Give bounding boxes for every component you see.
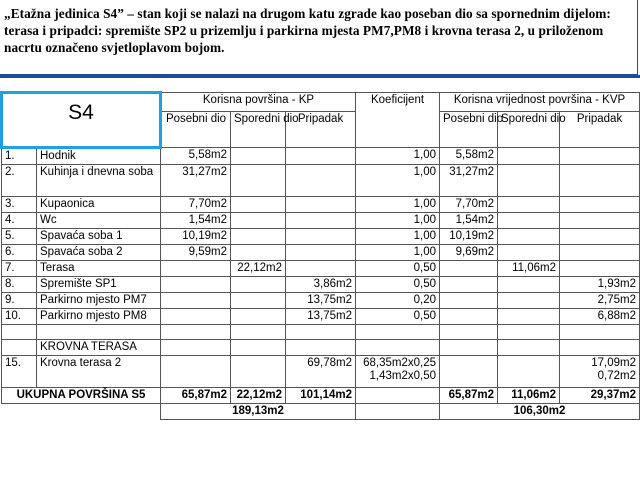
kvp-group-header: Korisna vrijednost površina - KVP (440, 93, 640, 112)
kvp-posebni: 5,58m2 (440, 148, 498, 165)
kp-pripadak-header: Pripadak (286, 112, 356, 148)
kvp-sporedni (498, 293, 560, 309)
row-name: Parkirno mjesto PM7 (37, 293, 161, 309)
koef: 1,00 (356, 229, 440, 245)
koef: 0,20 (356, 293, 440, 309)
kvp-pripadak: 2,75m2 (560, 293, 640, 309)
koef: 0,50 (356, 261, 440, 277)
koef: 1,00 (356, 165, 440, 197)
row-num: 6. (2, 245, 37, 261)
kp-sum: 189,13m2 (161, 404, 356, 420)
table-row (2, 148, 640, 165)
row-name: Kupaonica (37, 197, 161, 213)
krovna-section-row (2, 340, 640, 356)
koef: 1,00 (356, 197, 440, 213)
table-row (2, 245, 640, 261)
koef: 0,50 (356, 277, 440, 293)
kvp-posebni (440, 277, 498, 293)
table-row (2, 309, 640, 325)
kp-pripadak (286, 148, 356, 165)
kvp-pripadak (560, 197, 640, 213)
kvp-part-2: 0,72m2 (597, 370, 637, 382)
kp-sporedni (231, 197, 286, 213)
row-name: Spremište SP1 (37, 277, 161, 293)
row-name: Wc (37, 213, 161, 229)
area-table (0, 91, 640, 420)
kp-sporedni (231, 229, 286, 245)
row-num: 7. (2, 261, 37, 277)
kvp-pripadak (560, 261, 640, 277)
total-row (2, 388, 640, 404)
kvp-posebni: 1,54m2 (440, 213, 498, 229)
kvp-sum: 106,30m2 (440, 404, 640, 420)
table-row (2, 213, 640, 229)
kvp-pripadak (560, 148, 640, 165)
header-text: „Etažna jedinica S4” – stan koji se nalazi na drugom katu zgrade kao poseban dio sa spornednim dijelom: terasa i pripadci: spremište SP2 u prizemlju i parkirna mjesta PM7,PM8 i krovna terasa 2, u priloženom nacrtu označeno svjetloplavom bojom. (4, 6, 611, 55)
kvp-pripadak (560, 165, 640, 197)
kp-sporedni (231, 165, 286, 197)
koef: 1,00 (356, 148, 440, 165)
kvp-sporedni (498, 213, 560, 229)
kp-posebni (161, 309, 231, 325)
kvp-posebni (440, 309, 498, 325)
kp-posebni: 31,27m2 (161, 165, 231, 197)
table-row (2, 229, 640, 245)
kvp-pripadak: 6,88m2 (560, 309, 640, 325)
kp-posebni: 10,19m2 (161, 229, 231, 245)
table-row (2, 165, 640, 197)
koef-header: Koeficijent (356, 93, 440, 148)
kvp-pripadak-split (560, 356, 640, 388)
kvp-posebni-header: Posebni dio (440, 112, 498, 148)
row-name: Hodnik (37, 148, 161, 165)
kp-pripadak (286, 213, 356, 229)
kp-pripadak (286, 261, 356, 277)
kvp-pripadak (560, 229, 640, 245)
row-name: Kuhinja i dnevna soba (37, 165, 161, 197)
kp-posebni: 7,70m2 (161, 197, 231, 213)
unit-label-cell (2, 93, 161, 148)
kvp-posebni: 7,70m2 (440, 197, 498, 213)
total-kp-posebni: 65,87m2 (161, 388, 231, 404)
kvp-sporedni (498, 229, 560, 245)
kp-sporedni (231, 245, 286, 261)
kp-pripadak: 13,75m2 (286, 309, 356, 325)
row-name: Parkirno mjesto PM8 (37, 309, 161, 325)
kp-posebni (161, 277, 231, 293)
unit-label: S4 (68, 101, 94, 124)
kp-pripadak (286, 197, 356, 213)
kvp-pripadak (560, 213, 640, 229)
krovna-row (2, 356, 640, 388)
table-row (2, 277, 640, 293)
kvp-posebni: 31,27m2 (440, 165, 498, 197)
row-num: 3. (2, 197, 37, 213)
row-num: 4. (2, 213, 37, 229)
row-name: Krovna terasa 2 (37, 356, 161, 388)
kp-posebni-header: Posebni dio (161, 112, 231, 148)
koef-split (356, 356, 440, 388)
kvp-sporedni (498, 309, 560, 325)
kp-sporedni: 22,12m2 (231, 261, 286, 277)
kp-sporedni (231, 309, 286, 325)
total-kvp-posebni: 65,87m2 (440, 388, 498, 404)
kvp-posebni: 9,69m2 (440, 245, 498, 261)
kp-pripadak: 13,75m2 (286, 293, 356, 309)
kp-pripadak: 3,86m2 (286, 277, 356, 293)
header-divider (0, 75, 640, 78)
koef-part-1: 68,35m2x0,25 (363, 357, 437, 369)
kvp-pripadak (560, 245, 640, 261)
kp-posebni (161, 261, 231, 277)
kvp-sporedni-header: Sporedni dio (498, 112, 560, 148)
table-header-row (2, 93, 640, 112)
kvp-sporedni (498, 197, 560, 213)
row-num: 10. (2, 309, 37, 325)
empty-row (2, 325, 640, 340)
koef-part-2: 1,43m2x0,50 (369, 370, 437, 382)
kp-sporedni-header: Sporedni dio (231, 112, 286, 148)
kp-pripadak (286, 165, 356, 197)
kvp-sporedni (498, 148, 560, 165)
kp-posebni (161, 293, 231, 309)
row-num: 5. (2, 229, 37, 245)
kp-posebni: 1,54m2 (161, 213, 231, 229)
total-kvp-pripadak: 29,37m2 (560, 388, 640, 404)
row-name: Terasa (37, 261, 161, 277)
row-num: 8. (2, 277, 37, 293)
kvp-posebni: 10,19m2 (440, 229, 498, 245)
row-num: 1. (2, 148, 37, 165)
total-kp-sporedni: 22,12m2 (231, 388, 286, 404)
kvp-sporedni (498, 165, 560, 197)
kp-sporedni (231, 213, 286, 229)
row-num: 15. (2, 356, 37, 388)
table-row (2, 261, 640, 277)
total-kvp-sporedni: 11,06m2 (498, 388, 560, 404)
kp-sporedni (231, 277, 286, 293)
kp-pripadak (286, 245, 356, 261)
kp-pripadak (286, 229, 356, 245)
koef: 1,00 (356, 245, 440, 261)
kvp-posebni (440, 293, 498, 309)
row-num: 2. (2, 165, 37, 197)
table-row (2, 197, 640, 213)
kp-sporedni (231, 293, 286, 309)
kvp-part-1: 17,09m2 (591, 357, 637, 369)
row-num: 9. (2, 293, 37, 309)
total-kp-pripadak: 101,14m2 (286, 388, 356, 404)
kp-posebni: 5,58m2 (161, 148, 231, 165)
kvp-sporedni (498, 277, 560, 293)
koef: 0,50 (356, 309, 440, 325)
kp-group-header: Korisna površina - KP (161, 93, 356, 112)
koef: 1,00 (356, 213, 440, 229)
row-name: Spavaća soba 1 (37, 229, 161, 245)
sum-row (2, 404, 640, 420)
kp-posebni: 9,59m2 (161, 245, 231, 261)
table-row (2, 293, 640, 309)
krovna-section-label: KROVNA TERASA (37, 340, 161, 356)
header-box (0, 0, 638, 75)
total-label: UKUPNA POVRŠINA S5 (2, 388, 161, 404)
kvp-sporedni: 11,06m2 (498, 261, 560, 277)
kp-sporedni (231, 148, 286, 165)
row-name: Spavaća soba 2 (37, 245, 161, 261)
kp-pripadak: 69,78m2 (286, 356, 356, 388)
kvp-pripadak-header: Pripadak (560, 112, 640, 148)
kvp-sporedni (498, 245, 560, 261)
kvp-posebni (440, 261, 498, 277)
kvp-pripadak: 1,93m2 (560, 277, 640, 293)
